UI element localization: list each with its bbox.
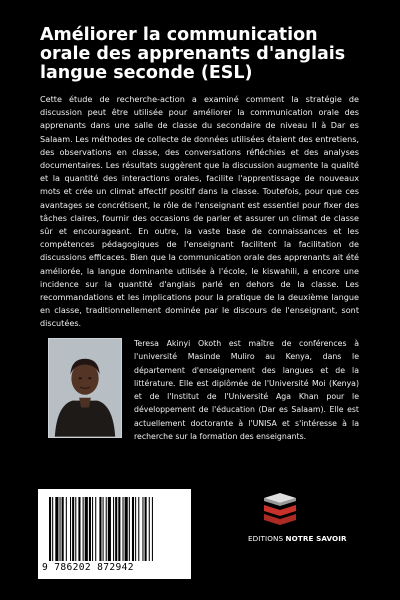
publisher-name	[248, 534, 347, 543]
barcode-bar	[145, 497, 147, 561]
barcode-bar	[118, 497, 120, 561]
barcode-bar	[115, 497, 117, 561]
author-bio: Teresa Akinyi Okoth est maître de conférences à l'université Masinde Muliro au Kenya, dans le département d'enseignement des langues et de la littérature. Elle est diplômée de l'Université Moi (Kenya) et de l'Institut de l'Université Aga Khan pour le développement de l'éducation (Dar es Salaam). Elle est actuellement doctorante à l'UNISA et s'intéresse à la recherche sur la formation des enseignants.	[134, 339, 359, 442]
barcode-bar	[92, 497, 93, 561]
barcode-bar	[66, 497, 67, 561]
barcode-bar	[129, 497, 130, 561]
book-stack-icon	[261, 488, 299, 528]
publisher-prefix: EDITIONS	[248, 534, 286, 543]
barcode-bar	[72, 497, 74, 561]
barcode-bar	[70, 497, 71, 561]
barcode-bar	[113, 497, 114, 561]
barcode-bar	[132, 497, 134, 561]
barcode-bar	[125, 497, 128, 561]
barcode-bar	[152, 497, 153, 561]
barcode-bar	[85, 497, 88, 561]
barcode-bar	[142, 497, 143, 561]
barcode-bar	[55, 497, 58, 561]
barcode-bar	[89, 497, 91, 561]
book-title: Améliorer la communication orale des apprenants d'anglais langue seconde (ESL)	[40, 25, 346, 83]
isbn-number: 9 786202 872942	[42, 562, 134, 573]
barcode-bar	[60, 497, 61, 561]
barcode-bar	[49, 497, 51, 561]
barcode-bar	[62, 497, 64, 561]
barcode-bar	[78, 497, 80, 561]
barcode-bar	[83, 497, 84, 561]
publisher-name-strong: NOTRE SAVOIR	[285, 534, 347, 543]
barcode-bar	[103, 497, 104, 561]
barcode-bar	[52, 497, 53, 561]
publisher-logo	[248, 488, 378, 558]
barcode-bar	[108, 497, 111, 561]
barcode-bars	[48, 497, 183, 561]
barcode-bar	[149, 497, 150, 561]
author-portrait-image	[49, 339, 121, 437]
isbn-barcode	[38, 489, 191, 579]
barcode-bar	[106, 497, 107, 561]
abstract-text: Cette étude de recherche-action a examiné comment la stratégie de discussion peut être utilisée pour améliorer la communication orale des apprenants dans une salle de classe du secondaire de niveau II à Dar es Salaam. Les méthodes de collecte de données utilisées étaient des entretiens, des observations en classe, des conversations réfléchies et des analyses documentaires. Les résultats suggèrent que la discussion augmente la qualité et la quantité des interactions orales, facilite l'apprentissage de nouveaux mots et crée un climat affectif positif dans la classe. Toutefois, pour que ces avantages se concrétisent, le rôle de l'enseignant est essentiel pour fixer des tâches claires, fournir des occasions de parler et assurer un climat de classe sûr et encourageant. En outre, la vaste base de connaissances et les compétences pédagogiques de l'enseignant facilitent la facilitation de discussions efficaces. Bien que la communication orale des apprenants ait été améliorée, la langue dominante utilisée à l'école, le kiswahili, a encore une incidence sur la quantité d'anglais parlé en dehors de la classe. Les recommandations et les implications pour la pratique de la deuxième langue en classe, traditionnellement dominée par le discours de l'enseignant, sont discutées.	[40, 94, 359, 329]
barcode-bar	[75, 497, 76, 561]
barcode-bar	[123, 497, 124, 561]
barcode-bar	[138, 497, 139, 561]
barcode-bar	[135, 497, 136, 561]
barcode-bar	[95, 497, 96, 561]
author-photo	[48, 338, 122, 438]
barcode-bar	[99, 497, 101, 561]
